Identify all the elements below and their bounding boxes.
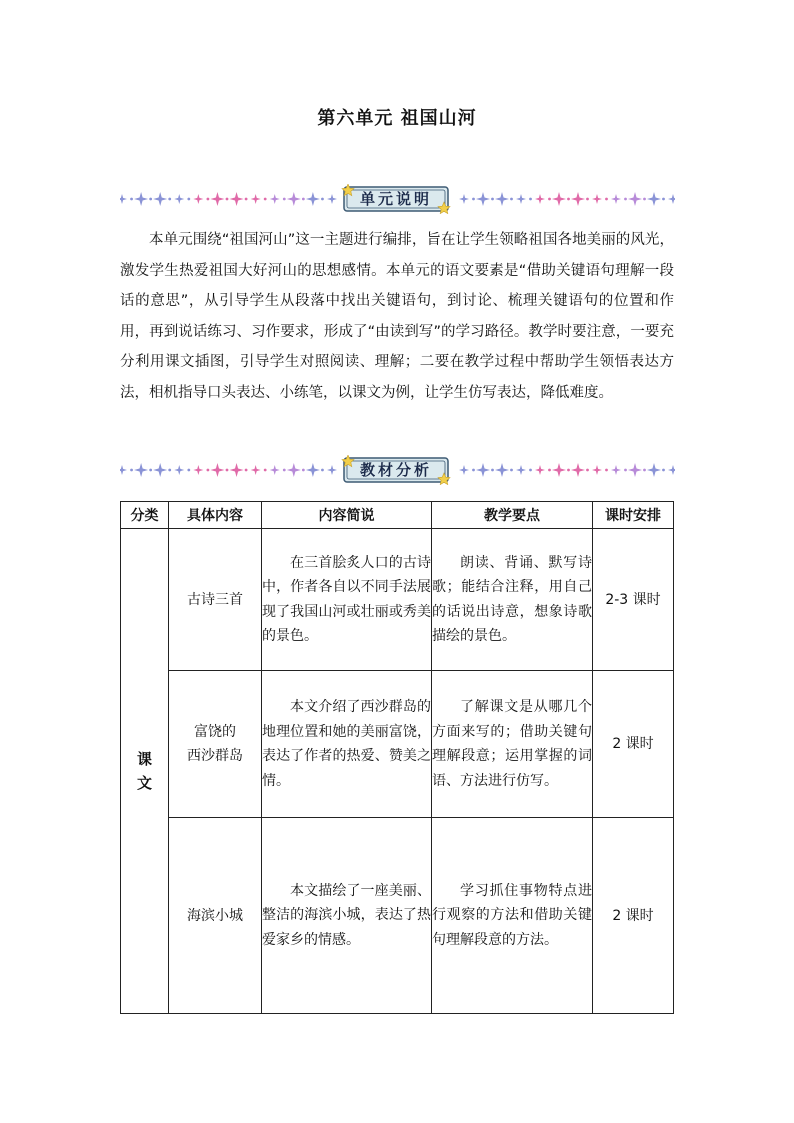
sparkle-dot-icon — [130, 469, 133, 472]
sparkle-star-icon — [668, 194, 675, 204]
sparkle-dot-icon — [321, 198, 324, 201]
lesson-title: 西沙群岛 — [187, 748, 243, 764]
sparkle-star-icon — [193, 465, 203, 475]
section-badge-unit-description — [340, 184, 452, 214]
sparkle-star-icon — [210, 192, 224, 206]
sparkle-star-icon — [571, 192, 585, 206]
lesson-summary: 本文介绍了西沙群岛的地理位置和她的美丽富饶，表达了作者的热爱、赞美之情。 — [262, 699, 431, 789]
section-badge-label: 单元说明 — [359, 190, 432, 208]
table-row — [121, 818, 674, 1014]
sparkle-star-icon — [647, 463, 661, 477]
sparkle-dot-icon — [283, 469, 286, 472]
sparkle-dot-icon — [586, 469, 589, 472]
sparkle-star-icon — [516, 194, 526, 204]
sparkle-dot-icon — [264, 198, 267, 201]
class-hours-cell: 2-3 课时 — [593, 529, 674, 671]
sparkle-star-icon — [571, 463, 585, 477]
sparkle-star-icon — [134, 192, 148, 206]
sparkle-star-icon — [251, 194, 261, 204]
summary-cell — [262, 529, 432, 671]
sparkle-star-icon — [134, 463, 148, 477]
sparkle-star-icon — [327, 194, 337, 204]
material-analysis-table — [120, 501, 674, 1014]
sparkle-star-icon — [647, 192, 661, 206]
sparkle-star-icon — [210, 463, 224, 477]
sparkle-star-icon — [459, 194, 469, 204]
sparkle-dot-icon — [567, 469, 570, 472]
sparkle-dot-icon — [643, 198, 646, 201]
sparkle-dot-icon — [491, 198, 494, 201]
sparkle-dot-icon — [130, 198, 133, 201]
sparkle-dot-icon — [283, 198, 286, 201]
sparkle-dot-icon — [662, 198, 665, 201]
sparkle-dot-icon — [226, 469, 229, 472]
sparkle-dot-icon — [491, 469, 494, 472]
teaching-points-cell — [432, 529, 593, 671]
table-row — [121, 671, 674, 818]
sparkle-star-icon — [552, 192, 566, 206]
sparkle-dot-icon — [472, 469, 475, 472]
lesson-title-cell — [169, 529, 262, 671]
sparkle-dot-icon — [605, 198, 608, 201]
sparkle-dot-icon — [321, 469, 324, 472]
column-header: 教学要点 — [432, 502, 593, 529]
sparkle-star-icon — [270, 194, 280, 204]
sparkle-star-icon — [535, 465, 545, 475]
column-header: 具体内容 — [169, 502, 262, 529]
section-badge-label: 教材分析 — [359, 461, 432, 479]
lesson-title: 古诗三首 — [187, 591, 243, 608]
section-badge-material-analysis — [340, 455, 452, 485]
sparkle-star-icon — [611, 194, 621, 204]
sparkle-dot-icon — [187, 469, 190, 472]
sparkle-dot-icon — [207, 469, 210, 472]
sparkle-star-icon — [628, 192, 642, 206]
page-title: 第六单元 祖国山河 — [317, 108, 477, 129]
summary-cell — [262, 671, 432, 818]
summary-cell — [262, 818, 432, 1014]
sparkle-dot-icon — [643, 469, 646, 472]
teaching-points-cell — [432, 671, 593, 818]
teaching-points: 学习抓住事物特点进行观察的方法和借助关键句理解段意的方法。 — [432, 882, 592, 948]
sparkle-dot-icon — [605, 469, 608, 472]
teaching-points: 了解课文是从哪几个方面来写的；借助关键句理解段意；运用掌握的词语、方法进行仿写。 — [432, 699, 592, 789]
sparkle-dot-icon — [529, 469, 532, 472]
lesson-summary: 在三首脍炙人口的古诗中，作者各自以不同手法展现了我国山河或壮丽或秀美的景色。 — [262, 554, 431, 644]
column-header: 分类 — [121, 502, 169, 529]
lesson-title: 富饶的 — [194, 724, 236, 740]
sparkle-dot-icon — [168, 198, 171, 201]
sparkle-dot-icon — [586, 198, 589, 201]
sparkle-star-icon — [459, 465, 469, 475]
sparkle-star-icon — [306, 463, 320, 477]
sparkle-dot-icon — [245, 469, 248, 472]
sparkle-dot-icon — [548, 198, 551, 201]
sparkle-star-icon — [495, 192, 509, 206]
section-divider-unit-description — [120, 184, 675, 214]
sparkle-star-icon — [306, 192, 320, 206]
sparkle-star-icon — [516, 465, 526, 475]
table-header-row — [121, 502, 674, 529]
sparkle-star-icon — [230, 463, 244, 477]
unit-description-paragraph: 本单元围绕“祖国河山”这一主题进行编排，旨在让学生领略祖国各地美丽的风光，激发学生热爱祖国大好河山的思想感情。本单元的语文要素是“借助关键语句理解一段话的意思”，从引导学生从段落中找出关键语句，到讨论、梳理关键语句的位置和作用，再到说话练习、习作要求，形成了“由读到写”的学习路径。教学时要注意，一要充分利用课文插图，引导学生对照阅读、理解；二要在教学过程中帮助学生领悟表达方法，相机指导口头表达、小练笔，以课文为例，让学生仿写表达，降低难度。 — [120, 232, 674, 401]
sparkle-dot-icon — [302, 469, 305, 472]
sparkle-star-icon — [287, 192, 301, 206]
lesson-title-cell — [169, 818, 262, 1014]
sparkle-dot-icon — [149, 198, 152, 201]
sparkle-star-icon — [668, 465, 675, 475]
sparkle-dot-icon — [226, 198, 229, 201]
sparkle-star-icon — [120, 465, 127, 475]
sparkle-star-icon — [193, 194, 203, 204]
sparkle-star-icon — [611, 465, 621, 475]
sparkle-star-icon — [287, 463, 301, 477]
sparkle-dot-icon — [662, 469, 665, 472]
sparkle-star-icon — [251, 465, 261, 475]
sparkle-star-icon — [120, 194, 127, 204]
sparkle-dot-icon — [548, 469, 551, 472]
sparkle-star-icon — [153, 192, 167, 206]
sparkle-star-icon — [592, 194, 602, 204]
sparkle-star-icon — [327, 465, 337, 475]
class-hours-cell: 2 课时 — [593, 671, 674, 818]
lesson-title-cell — [169, 671, 262, 818]
table-row — [121, 529, 674, 671]
sparkle-dot-icon — [264, 469, 267, 472]
sparkle-star-icon — [270, 465, 280, 475]
sparkle-dot-icon — [624, 469, 627, 472]
sparkle-star-icon — [174, 194, 184, 204]
sparkle-star-icon — [174, 465, 184, 475]
sparkle-dot-icon — [567, 198, 570, 201]
teaching-points: 朗读、背诵、默写诗歌；能结合注释，用自己的话说出诗意，想象诗歌描绘的景色。 — [432, 554, 592, 644]
sparkle-star-icon — [495, 463, 509, 477]
column-header: 课时安排 — [593, 502, 674, 529]
column-header: 内容简说 — [262, 502, 432, 529]
sparkle-dot-icon — [302, 198, 305, 201]
section-divider-material-analysis — [120, 455, 675, 485]
sparkle-dot-icon — [207, 198, 210, 201]
sparkle-star-icon — [552, 463, 566, 477]
sparkle-dot-icon — [168, 469, 171, 472]
sparkle-star-icon — [476, 192, 490, 206]
sparkle-dot-icon — [510, 469, 513, 472]
teaching-points-cell — [432, 818, 593, 1014]
sparkle-star-icon — [153, 463, 167, 477]
sparkle-star-icon — [230, 192, 244, 206]
lesson-title: 海滨小城 — [187, 907, 243, 924]
sparkle-star-icon — [592, 465, 602, 475]
class-hours-cell: 2 课时 — [593, 818, 674, 1014]
sparkle-dot-icon — [510, 198, 513, 201]
sparkle-dot-icon — [245, 198, 248, 201]
sparkle-star-icon — [628, 463, 642, 477]
sparkle-star-icon — [535, 194, 545, 204]
sparkle-dot-icon — [187, 198, 190, 201]
sparkle-dot-icon — [149, 469, 152, 472]
lesson-summary: 本文描绘了一座美丽、整洁的海滨小城，表达了热爱家乡的情感。 — [262, 882, 431, 948]
category-cell — [121, 529, 169, 1014]
category-label-line: 课 — [136, 750, 152, 768]
sparkle-dot-icon — [529, 198, 532, 201]
sparkle-dot-icon — [624, 198, 627, 201]
category-label-line: 文 — [136, 774, 152, 792]
sparkle-dot-icon — [472, 198, 475, 201]
sparkle-star-icon — [476, 463, 490, 477]
